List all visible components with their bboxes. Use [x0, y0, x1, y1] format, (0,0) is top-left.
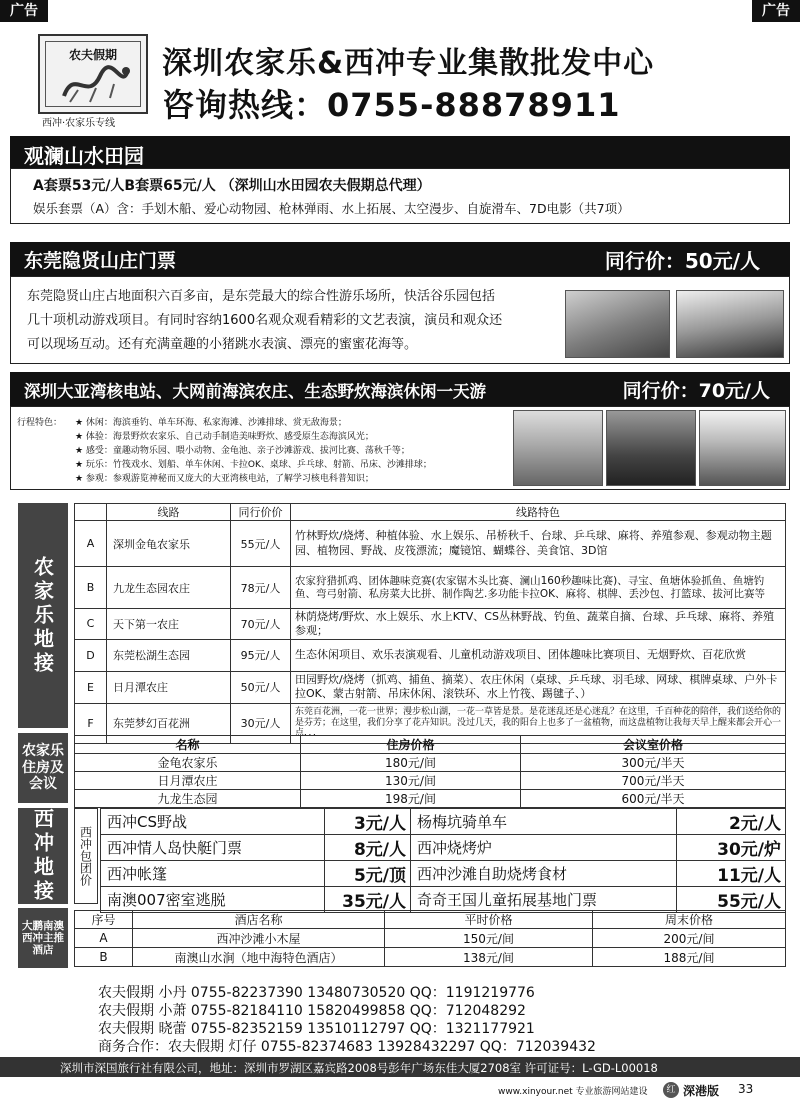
- xichong-item: 西冲CS野战: [101, 809, 325, 835]
- table-row: [75, 948, 786, 967]
- lodging-label: 农家乐住房及会议: [18, 733, 68, 803]
- sec2-title-bar: [10, 242, 790, 276]
- farm-name: 天下第一农庄: [107, 609, 231, 640]
- park-photo: [606, 410, 696, 486]
- logo-caption: 西冲·农家乐专线: [42, 118, 116, 129]
- sec1-title: 观澜山水田园: [24, 144, 144, 168]
- table-row: [101, 835, 786, 861]
- table-row: [75, 929, 786, 948]
- xichong-item: 西冲烧烤炉: [411, 835, 677, 861]
- table-row: [75, 567, 786, 609]
- sec1-title-bar: [10, 136, 790, 168]
- xichong-item: 杨梅坑骑单车: [411, 809, 677, 835]
- footer-company: 深圳市深国旅行社有限公司，地址：深圳市罗湖区嘉宾路2008号彭年广场东佳大厦2708室 许可证号：L-GD-L00018: [60, 1061, 658, 1075]
- hotels-header-no: 序号: [75, 911, 133, 929]
- temple-photo: [676, 290, 784, 358]
- sec2-price: 同行价：50元/人: [604, 249, 760, 273]
- hotline: 咨询热线：0755-88878911: [162, 86, 621, 124]
- sec1-price-line: A套票53元/人B套票65元/人 （深圳山水田园农夫假期总代理）: [33, 178, 431, 194]
- ad-label-left: 广告: [0, 0, 48, 22]
- hotels-label: 大鹏南澳西冲主推酒店: [18, 908, 68, 968]
- xichong-label: 西冲地接: [18, 808, 68, 904]
- farm-header-price: 同行价价: [231, 504, 291, 521]
- farm-name: 东莞松湖生态园: [107, 639, 231, 671]
- table-row: [101, 861, 786, 887]
- hotels-header-weekday: 平时价格: [385, 911, 593, 929]
- logo: [38, 34, 148, 114]
- sec3-price: 同行价：70元/人: [622, 380, 770, 402]
- sec3-item: ★ 参观：参观游览神秘而又庞大的大亚湾核电站，了解学习核电科普知识；: [75, 474, 374, 484]
- farm-header: [75, 504, 107, 521]
- hotels-header-weekend: 周末价格: [593, 911, 786, 929]
- farm-price: 78元/人: [231, 567, 291, 609]
- contact-line: 农夫假期 小萧 0755-82184110 15820499858 QQ：712048292: [98, 1003, 526, 1019]
- xichong-price: 11元/人: [677, 861, 786, 887]
- footer-edition: 深港版: [683, 1084, 720, 1098]
- table-row: [75, 671, 786, 703]
- farm-feature: 竹林野炊/烧烤、种植体验、水上娱乐、吊桥秋千、台球、乒乓球、麻将、养殖参观、参观动物主题园、植物园、野战、皮筏漂流；魔镜馆、蝴蝶谷、美食馆、3D馆: [291, 521, 786, 567]
- contact-line: 农夫假期 晓蕾 0755-82352159 13510112797 QQ：1321177921: [98, 1021, 535, 1037]
- farm-feature: 生态休闲项目、欢乐表演观看、儿童机动游戏项目、团体趣味比赛项目、无烟野炊、百花欣赏: [291, 639, 786, 671]
- footer-site: www.xinyour.net 专业旅游网站建设: [498, 1087, 648, 1097]
- resort-photo: [565, 290, 670, 358]
- sec3-label: 行程特色：: [17, 418, 63, 428]
- table-row: [75, 521, 786, 567]
- xichong-item: 南澳007密室逃脱: [101, 887, 325, 913]
- farm-header-feature: 线路特色: [291, 504, 786, 521]
- footer-bar: [0, 1057, 800, 1077]
- xichong-item: 西冲情人岛快艇门票: [101, 835, 325, 861]
- hotels-table: [74, 910, 786, 967]
- contact-line: 农夫假期 小丹 0755-82237390 13480730520 QQ：1191219776: [98, 985, 535, 1001]
- lodging-room-price: 130元/间: [301, 772, 521, 790]
- xichong-price: 2元/人: [677, 809, 786, 835]
- hotel-weekday-price: 150元/间: [385, 929, 593, 948]
- farm-table: [74, 503, 786, 744]
- lodging-table: [74, 735, 786, 808]
- xichong-price: 5元/顶: [325, 861, 411, 887]
- hotel-name: 南澳山水涧（地中海特色酒店）: [133, 948, 385, 967]
- lodging-meeting-price: 700元/半天: [521, 772, 786, 790]
- lodging-meeting-price: 300元/半天: [521, 754, 786, 772]
- table-row: [101, 887, 786, 913]
- hotel-weekday-price: 138元/间: [385, 948, 593, 967]
- farm-feature: 田园野炊/烧烤（抓鸡、捕鱼、摘菜）、农庄休闲（桌球、乒乓球、羽毛球、网球、棋牌桌球、户外卡拉OK、蒙古射箭、吊床休闲、滚铁环、水上竹筏、踢毽子、）: [291, 671, 786, 703]
- sec2-line: 东莞隐贤山庄占地面积六百多亩，是东莞最大的综合性游乐场所，快活谷乐园包括: [27, 289, 496, 304]
- dragon-icon: [60, 62, 132, 106]
- header-title: 深圳农家乐&西冲专业集散批发中心: [162, 46, 655, 81]
- lodging-name: 九龙生态园: [75, 790, 301, 808]
- lodging-meeting-price: 600元/半天: [521, 790, 786, 808]
- xichong-price: 55元/人: [677, 887, 786, 913]
- hotel-name: 西冲沙滩小木屋: [133, 929, 385, 948]
- table-row: [75, 754, 786, 772]
- farm-code: E: [75, 671, 107, 703]
- sec1-desc: 娱乐套票（A）含：手划木船、爱心动物园、枪林弹雨、水上拓展、太空漫步、自旋滑车、7D电影（共7项）: [33, 201, 630, 216]
- sec2-title: 东莞隐贤山庄门票: [24, 250, 177, 272]
- sec2-panel: [10, 276, 790, 364]
- xichong-item: 奇奇王国儿童拓展基地门票: [411, 887, 677, 913]
- farm-code: A: [75, 521, 107, 567]
- farm-name: 日月潭农庄: [107, 671, 231, 703]
- hotel-code: A: [75, 929, 133, 948]
- xichong-price: 35元/人: [325, 887, 411, 913]
- xichong-price: 3元/人: [325, 809, 411, 835]
- farm-feature: 林荫烧烤/野炊、水上娱乐、水上KTV、CS丛林野战、钓鱼、蔬菜自摘、台球、乒乓球、麻将、养殖参观；: [291, 609, 786, 640]
- farm-price: 55元/人: [231, 521, 291, 567]
- lodging-header-meeting: 会议室价格: [521, 736, 786, 754]
- xichong-item: 西冲沙滩自助烧烤食材: [411, 861, 677, 887]
- lodging-header-room: 住房价格: [301, 736, 521, 754]
- xichong-item: 西冲帐篷: [101, 861, 325, 887]
- beach-photo: [513, 410, 603, 486]
- sec2-line: 几十项机动游戏项目。有同时容纳1600名观众观看精彩的文艺表演，演员和观众还: [27, 313, 503, 328]
- farm-label: 农家乐地接: [18, 503, 68, 728]
- sec2-line: 可以现场互动。还有充满童趣的小猪跳水表演、漂亮的蜜蜜花海等。: [27, 337, 418, 352]
- edition-badge: 红: [663, 1082, 679, 1098]
- coast-photo: [699, 410, 786, 486]
- xichong-sublabel: 西冲包团价: [74, 808, 98, 904]
- farm-code: D: [75, 639, 107, 671]
- xichong-price: 30元/炉: [677, 835, 786, 861]
- lodging-header-name: 名称: [75, 736, 301, 754]
- hotel-code: B: [75, 948, 133, 967]
- farm-code: B: [75, 567, 107, 609]
- lodging-room-price: 180元/间: [301, 754, 521, 772]
- farm-feature: 农家狩猎抓鸡、团体趣味竞赛(农家锯木头比赛、澜山160秒趣味比赛)、寻宝、鱼塘体验抓鱼、鱼塘钓鱼、弯弓射箭、私房菜大比拼、制作陶艺.多功能卡拉OK、麻将、棋牌、丢沙包、打篮球、拔河比赛等: [291, 567, 786, 609]
- farm-code: C: [75, 609, 107, 640]
- farm-name: 深圳金龟农家乐: [107, 521, 231, 567]
- lodging-room-price: 198元/间: [301, 790, 521, 808]
- sec3-title-bar: [10, 372, 790, 406]
- xichong-price: 8元/人: [325, 835, 411, 861]
- sec3-item: ★ 玩乐：竹筏戏水、划船、单车休闲、卡拉OK、桌球、乒乓球、射箭、吊床、沙滩排球；: [75, 460, 432, 470]
- sec3-item: ★ 感受：童趣动物乐园、喂小动物、金龟池、亲子沙滩游戏、拔河比赛、荡秋千等；: [75, 446, 410, 456]
- lodging-name: 日月潭农庄: [75, 772, 301, 790]
- table-row: [75, 772, 786, 790]
- farm-price: 30元/人: [231, 703, 291, 743]
- farm-name: 东莞梦幻百花洲: [107, 703, 231, 743]
- table-row: [101, 809, 786, 835]
- xichong-table: [100, 808, 786, 913]
- logo-text: 农夫假期: [68, 48, 117, 62]
- table-row: [75, 609, 786, 640]
- ad-label-right: 广告: [752, 0, 800, 22]
- farm-header-route: 线路: [107, 504, 231, 521]
- contact-line: 商务合作：农夫假期 灯仔 0755-82374683 13928432297 QQ：712039432: [98, 1039, 596, 1055]
- sec3-title: 深圳大亚湾核电站、大网前海滨农庄、生态野炊海滨休闲一天游: [24, 382, 486, 401]
- sec3-item: ★ 体验：海景野炊农家乐、自己动手制造美味野炊、感受原生态海滨风光；: [75, 432, 374, 442]
- table-row: [75, 639, 786, 671]
- lodging-name: 金龟农家乐: [75, 754, 301, 772]
- farm-price: 95元/人: [231, 639, 291, 671]
- page-number: 33: [738, 1082, 754, 1096]
- farm-price: 50元/人: [231, 671, 291, 703]
- hotel-weekend-price: 200元/间: [593, 929, 786, 948]
- table-row: [75, 790, 786, 808]
- sec3-item: ★ 休闲：海滨垂钓、单车环海、私家海滩、沙滩排球、赏无敌海景；: [75, 418, 347, 428]
- farm-feature: 东莞百花洲，一花一世界；漫步松山湖，一花一草皆是景。是花迷乱还是心迷乱？在这里，千百种花的陪伴，我们送给你的是芬芳；在这里，我们分享了花卉知识。没过几天，我的阳台上也多了一盆植物，而这盘植物让我每天早上醒来都会开心一点．．．: [291, 703, 786, 743]
- farm-name: 九龙生态园农庄: [107, 567, 231, 609]
- farm-code: F: [75, 703, 107, 743]
- farm-price: 70元/人: [231, 609, 291, 640]
- hotels-header-name: 酒店名称: [133, 911, 385, 929]
- sec1-panel: [10, 168, 790, 224]
- hotel-weekend-price: 188元/间: [593, 948, 786, 967]
